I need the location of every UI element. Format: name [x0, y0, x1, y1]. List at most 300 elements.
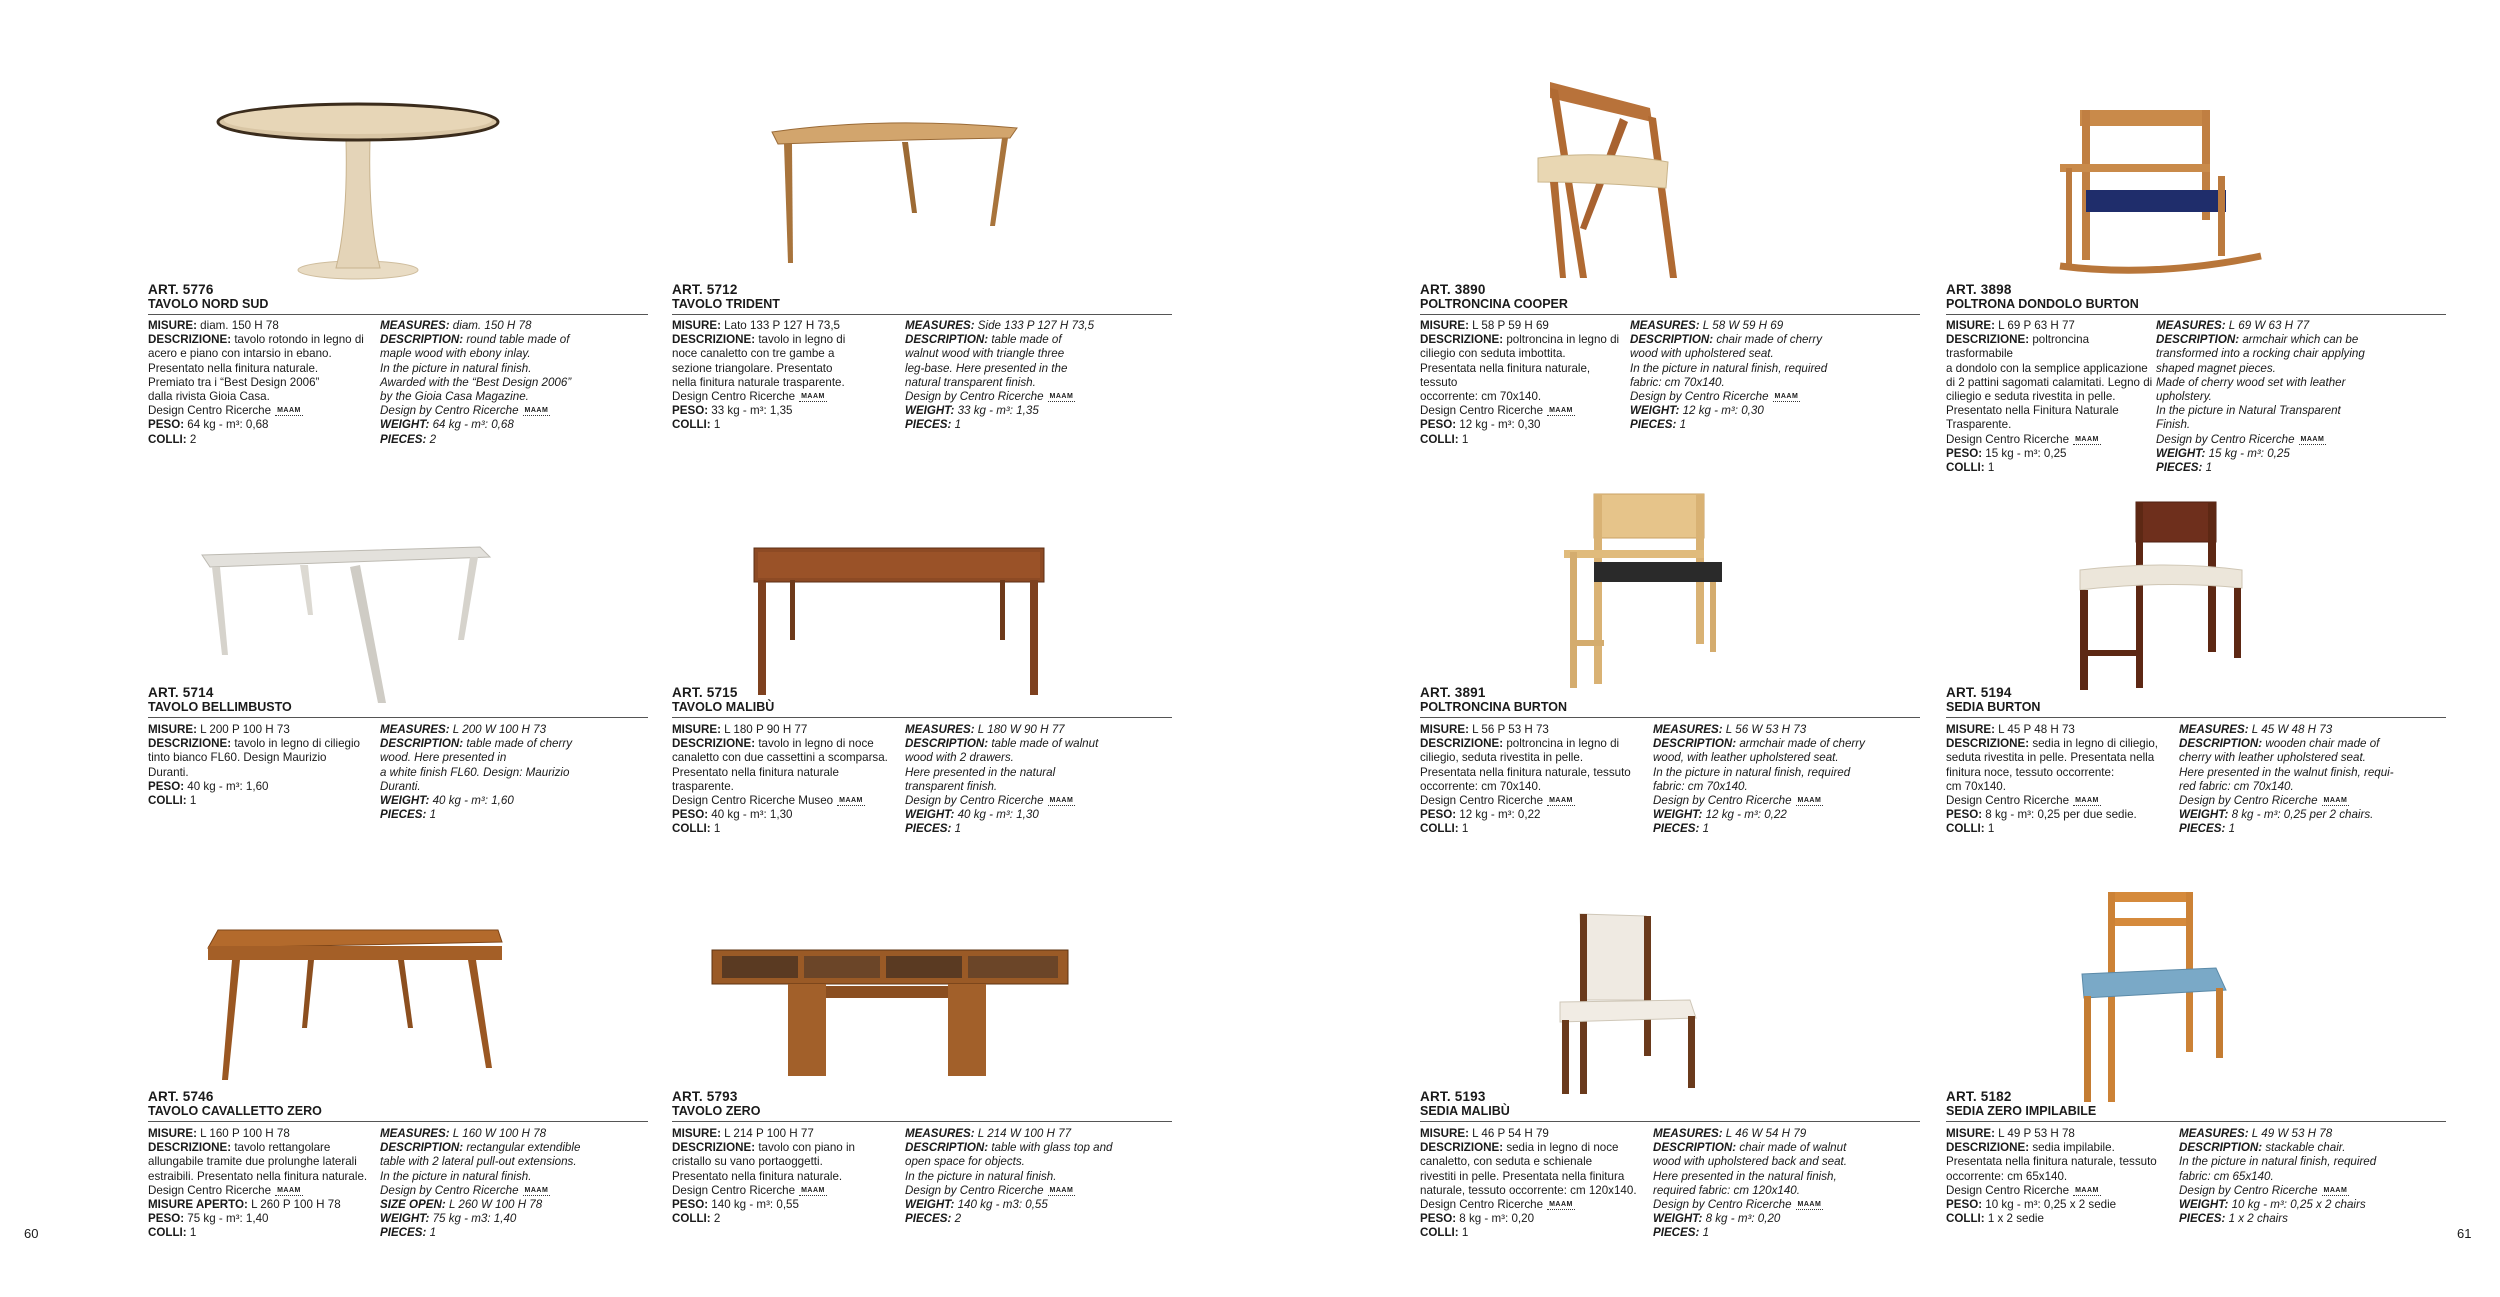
spec-text: leg-base. Here presented in the — [905, 361, 1068, 375]
spec-line — [1420, 794, 1650, 808]
spec-label: DESCRIPTION: — [380, 737, 464, 751]
spec-label: MISURE: — [1946, 1127, 1995, 1140]
spec-line — [672, 418, 902, 432]
description-italian — [1420, 1127, 1650, 1241]
spec-line — [380, 1170, 648, 1184]
spec-line — [1420, 1226, 1650, 1240]
spec-label: PIECES: — [380, 1226, 427, 1240]
spec-text: tavolo in legno di ciliegio — [231, 737, 360, 751]
spec-text: seduta rivestita in pelle. Presentata nella — [1946, 751, 2155, 765]
spec-line — [1653, 1141, 1918, 1155]
spec-label: DESCRIPTION: — [905, 737, 989, 751]
spec-line — [380, 751, 648, 765]
spec-text: poltroncina in legno di — [1503, 737, 1620, 751]
brand-logo: MAAM — [277, 407, 301, 415]
spec-line — [2179, 822, 2446, 836]
product-header — [672, 283, 1172, 315]
spec-line — [905, 794, 1172, 808]
spec-label: DESCRIPTION: — [2156, 333, 2240, 347]
spec-line — [1653, 751, 1918, 765]
spec-line — [1653, 723, 1918, 737]
spec-text: estraibili. Presentato nella finitura naturale. — [148, 1169, 368, 1183]
description-english — [1630, 319, 1915, 433]
spec-text: 1 — [2225, 822, 2236, 836]
spec-line — [148, 1198, 376, 1212]
spec-line — [380, 808, 648, 822]
product-photo-burton-chair — [2066, 498, 2256, 698]
spec-line — [1946, 1155, 2176, 1169]
spec-line — [672, 376, 902, 390]
spec-text: acero e piano con intarsio in ebano. — [148, 347, 332, 361]
spec-text: fabric: cm 70x140. — [1653, 779, 1748, 793]
spec-label: MEASURES: — [2179, 1127, 2249, 1140]
spec-line — [905, 1127, 1172, 1141]
spec-text: 1 — [1458, 1226, 1469, 1240]
spec-text: 75 kg - m3: 1,40 — [429, 1212, 517, 1226]
spec-line — [1653, 794, 1918, 808]
page-number-right: 61 — [2457, 1226, 2472, 1241]
spec-line — [380, 418, 648, 432]
spec-label: MISURE: — [672, 723, 721, 736]
spec-text: table with 2 lateral pull-out extensions. — [380, 1155, 577, 1169]
spec-label: WEIGHT: — [2179, 1198, 2229, 1212]
spec-line — [1653, 1198, 1918, 1212]
spec-text: upholstery. — [2156, 390, 2212, 404]
spec-text: poltroncina in legno di — [1503, 333, 1620, 347]
spec-line — [2156, 418, 2441, 432]
brand-logo: MAAM — [2323, 797, 2348, 805]
spec-line — [1946, 319, 2154, 333]
spec-text: 12 kg - m³: 0,30 — [1456, 418, 1541, 432]
spec-text: 40 kg - m³: 1,30 — [954, 808, 1039, 822]
spec-line — [905, 780, 1172, 794]
product-photo-burton-armchair — [1560, 490, 1740, 690]
product-photo-cooper-armchair — [1520, 78, 1710, 283]
spec-line — [1630, 347, 1915, 361]
spec-label: MISURE: — [672, 1127, 721, 1140]
spec-label: COLLI: — [672, 822, 711, 836]
spec-text: In the picture in natural finish. — [905, 1169, 1057, 1183]
spec-line — [1420, 766, 1650, 780]
divider — [1946, 717, 2446, 718]
product-name: SEDIA BURTON — [1946, 700, 2041, 714]
spec-line — [905, 822, 1172, 836]
brand-logo: MAAM — [1549, 1201, 1573, 1209]
spec-text: 1 — [426, 1226, 437, 1240]
spec-line — [1653, 1170, 1918, 1184]
description-english — [1653, 723, 1918, 837]
spec-text: L 214 P 100 H 77 — [720, 1127, 814, 1140]
spec-line — [1946, 780, 2176, 794]
brand-logo: MAAM — [524, 1186, 549, 1194]
spec-line — [1630, 333, 1915, 347]
spec-text: Presentata nella finitura naturale, tessuto — [1946, 1155, 2157, 1169]
spec-text: tavolo rettangolare — [231, 1141, 331, 1155]
product-code: ART. 3891 — [1420, 685, 1486, 700]
spec-label: PIECES: — [2156, 461, 2203, 475]
spec-text: canaletto, con seduta e schienale — [1420, 1155, 1593, 1169]
spec-label: PIECES: — [1630, 418, 1677, 432]
spec-text: Design Centro Ricerche — [148, 404, 272, 418]
product-photo-malibu-chair — [1550, 910, 1710, 1100]
spec-text: Design Centro Ricerche — [1420, 404, 1544, 418]
spec-label: MISURE: — [1946, 723, 1995, 736]
divider — [672, 314, 1172, 315]
spec-text: wood. Here presented in — [380, 751, 507, 765]
brand-logo: MAAM — [2075, 1186, 2099, 1194]
spec-text: cm 70x140. — [1946, 779, 2006, 793]
spec-line — [905, 766, 1172, 780]
spec-line — [1653, 822, 1918, 836]
spec-line — [2156, 404, 2441, 418]
spec-line — [1946, 1170, 2176, 1184]
spec-line — [905, 362, 1172, 376]
spec-text: Design by Centro Ricerche — [2179, 1183, 2318, 1197]
spec-line — [380, 1226, 648, 1240]
spec-text: sedia impilabile. — [2029, 1141, 2115, 1155]
spec-text: 33 kg - m³: 1,35 — [954, 404, 1039, 418]
spec-line — [1653, 1212, 1918, 1226]
spec-label: DESCRIZIONE: — [672, 1141, 756, 1155]
spec-text: 40 kg - m³: 1,60 — [429, 794, 514, 808]
spec-line — [672, 362, 902, 376]
spec-text: L 200 W 100 H 73 — [449, 723, 547, 736]
spec-line — [380, 390, 648, 404]
product-header — [148, 283, 648, 315]
spec-label: MEASURES: — [1653, 723, 1723, 736]
spec-line — [2156, 376, 2441, 390]
spec-label: PIECES: — [2179, 1212, 2226, 1226]
spec-label: PESO: — [148, 1212, 185, 1226]
spec-line — [1653, 766, 1918, 780]
spec-text: Design Centro Ricerche — [1946, 1183, 2070, 1197]
spec-text: L 56 W 53 H 73 — [1722, 723, 1807, 736]
spec-label: DESCRIZIONE: — [1946, 1141, 2030, 1155]
spec-text: sezione triangolare. Presentato — [672, 361, 833, 375]
spec-label: WEIGHT: — [905, 404, 955, 418]
spec-label: COLLI: — [1420, 822, 1459, 836]
spec-line — [1420, 780, 1650, 794]
spec-text: canaletto con due cassettini a scomparsa. — [672, 751, 888, 765]
spec-line — [1420, 1212, 1650, 1226]
description-italian — [1420, 319, 1628, 447]
spec-line — [2156, 347, 2441, 361]
description-english — [380, 319, 648, 447]
spec-line — [148, 766, 376, 780]
spec-text: Presentato nella Finitura Naturale — [1946, 404, 2119, 418]
spec-text: Here presented in the natural — [905, 765, 1056, 779]
spec-line — [2179, 1212, 2446, 1226]
spec-text: 75 kg - m³: 1,40 — [184, 1212, 269, 1226]
spec-text: Design Centro Ricerche — [1946, 794, 2070, 808]
spec-text: required fabric: cm 120x140. — [1653, 1183, 1800, 1197]
spec-label: MISURE: — [148, 319, 197, 332]
spec-text: chair made of walnut — [1736, 1141, 1847, 1155]
spec-label: MEASURES: — [380, 723, 450, 736]
spec-text: 64 kg - m³: 0,68 — [184, 418, 269, 432]
spec-text: Design by Centro Ricerche — [1653, 794, 1792, 808]
spec-line — [148, 723, 376, 737]
spec-text: L 46 P 54 H 79 — [1468, 1127, 1549, 1140]
spec-label: PESO: — [1420, 418, 1457, 432]
spec-text: 1 x 2 chairs — [2225, 1212, 2288, 1226]
product-header — [1946, 283, 2446, 315]
spec-line — [2156, 447, 2441, 461]
spec-text: occorrente: cm 65x140. — [1946, 1169, 2068, 1183]
spec-text: a dondolo con la semplice applicazione — [1946, 361, 2148, 375]
spec-label: PIECES: — [1653, 822, 1700, 836]
spec-line — [148, 433, 376, 447]
spec-text: 12 kg - m³: 0,22 — [1456, 808, 1541, 822]
divider — [148, 717, 648, 718]
brand-logo: MAAM — [1797, 1201, 1822, 1209]
spec-line — [1420, 347, 1628, 361]
spec-label: PESO: — [1946, 808, 1983, 822]
spec-label: MISURE: — [148, 723, 197, 736]
spec-label: DESCRIZIONE: — [672, 737, 756, 751]
spec-text: rectangular extendible — [463, 1141, 581, 1155]
spec-text: ciliegio con seduta imbottita. — [1420, 347, 1566, 361]
spec-text: In the picture in Natural Transparent — [2156, 404, 2341, 418]
spec-line — [1630, 376, 1915, 390]
description-english — [2179, 723, 2446, 837]
spec-text: red fabric: cm 70x140. — [2179, 779, 2294, 793]
spec-line — [2156, 390, 2441, 404]
brand-logo: MAAM — [524, 407, 549, 415]
spec-text: L 45 P 48 H 73 — [1994, 723, 2075, 736]
spec-line — [148, 1141, 376, 1155]
spec-line — [1946, 794, 2176, 808]
spec-line — [1420, 1155, 1650, 1169]
spec-line — [672, 390, 902, 404]
spec-line — [2179, 1198, 2446, 1212]
spec-label: WEIGHT: — [2156, 446, 2206, 460]
product-name: TAVOLO TRIDENT — [672, 297, 780, 311]
spec-text: In the picture in natural finish. — [380, 361, 532, 375]
spec-line — [1946, 766, 2176, 780]
spec-line — [1653, 780, 1918, 794]
product-code: ART. 5793 — [672, 1089, 738, 1104]
spec-line — [380, 333, 648, 347]
spec-label: MISURE: — [1946, 319, 1995, 332]
spec-line — [1420, 1127, 1650, 1141]
product-photo-zero-stackable-chair — [2076, 888, 2236, 1108]
spec-text: 10 kg - m³: 0,25 x 2 chairs — [2228, 1198, 2366, 1212]
spec-line — [148, 390, 376, 404]
product-header — [148, 1090, 648, 1122]
spec-text: wood with 2 drawers. — [905, 751, 1014, 765]
spec-label: COLLI: — [1946, 822, 1985, 836]
description-italian — [148, 319, 376, 447]
spec-label: COLLI: — [672, 1212, 711, 1226]
spec-text: 1 — [951, 822, 962, 836]
product-name: TAVOLO CAVALLETTO ZERO — [148, 1104, 322, 1118]
spec-text: stackable chair. — [2262, 1141, 2346, 1155]
spec-label: WEIGHT: — [380, 794, 430, 808]
spec-line — [1946, 461, 2154, 475]
spec-line — [672, 794, 902, 808]
spec-line — [1946, 1127, 2176, 1141]
brand-logo: MAAM — [2300, 435, 2325, 443]
spec-line — [905, 1141, 1172, 1155]
spec-text: diam. 150 H 78 — [196, 319, 279, 332]
spec-text: tavolo in legno di — [755, 333, 846, 347]
brand-logo: MAAM — [1774, 393, 1799, 401]
spec-line — [1946, 1184, 2176, 1198]
spec-line — [2156, 433, 2441, 447]
spec-line — [148, 737, 376, 751]
spec-text: 1 — [1984, 461, 1995, 475]
spec-line — [672, 723, 902, 737]
product-header — [1420, 686, 1920, 718]
spec-line — [2179, 1170, 2446, 1184]
spec-text: wood, with leather upholstered seat. — [1653, 751, 1839, 765]
divider — [1946, 1121, 2446, 1122]
spec-line — [1420, 319, 1628, 333]
spec-line — [148, 1184, 376, 1198]
spec-line — [1630, 418, 1915, 432]
spec-label: DESCRIZIONE: — [1420, 737, 1504, 751]
spec-line — [148, 376, 376, 390]
spec-text: tavolo in legno di noce — [755, 737, 874, 751]
spec-line — [672, 347, 902, 361]
spec-text: 1 — [1699, 1226, 1710, 1240]
brand-logo: MAAM — [1549, 407, 1573, 415]
spec-text: shaped magnet pieces. — [2156, 361, 2276, 375]
spec-line — [380, 766, 648, 780]
spec-label: PIECES: — [380, 808, 427, 822]
spec-text: 2 — [710, 1212, 721, 1226]
spec-line — [380, 794, 648, 808]
spec-line — [1653, 1184, 1918, 1198]
spec-text: 8 kg - m³: 0,25 per 2 chairs. — [2228, 808, 2374, 822]
spec-label: COLLI: — [148, 432, 187, 446]
spec-text: 64 kg - m³: 0,68 — [429, 418, 514, 432]
spec-text: Lato 133 P 127 H 73,5 — [720, 319, 840, 332]
spec-text: L 260 P 100 H 78 — [247, 1198, 341, 1212]
description-italian — [148, 1127, 376, 1241]
description-italian — [1946, 723, 2176, 837]
brand-logo: MAAM — [801, 393, 825, 401]
spec-line — [1420, 723, 1650, 737]
product-name: POLTRONCINA COOPER — [1420, 297, 1568, 311]
product-code: ART. 5746 — [148, 1089, 214, 1104]
spec-line — [1420, 1170, 1650, 1184]
divider — [1420, 1121, 1920, 1122]
spec-text: maple wood with ebony inlay. — [380, 347, 531, 361]
spec-text: Presentato nella finitura naturale. — [148, 361, 319, 375]
spec-line — [148, 1155, 376, 1169]
spec-line — [380, 1127, 648, 1141]
spec-text: Presentata nella finitura naturale, tessuto — [1420, 765, 1631, 779]
spec-line — [1946, 822, 2176, 836]
spec-text: walnut wood with triangle three — [905, 347, 1065, 361]
spec-text: Design Centro Ricerche — [672, 1183, 796, 1197]
spec-line — [1420, 808, 1650, 822]
spec-line — [1946, 751, 2176, 765]
page-number-left: 60 — [24, 1226, 39, 1241]
spec-text: table made of cherry — [463, 737, 573, 751]
spec-label: COLLI: — [148, 1226, 187, 1240]
divider — [148, 314, 648, 315]
spec-text: In the picture in natural finish, required — [2179, 1155, 2377, 1169]
spec-text: nella finitura naturale trasparente. — [672, 375, 845, 389]
spec-text: Design by Centro Ricerche — [380, 1183, 519, 1197]
spec-text: 1 — [1458, 822, 1469, 836]
spec-line — [672, 1170, 902, 1184]
spec-label: MISURE APERTO: — [148, 1198, 248, 1212]
spec-line — [380, 376, 648, 390]
brand-logo: MAAM — [1549, 797, 1573, 805]
spec-text: Design by Centro Ricerche — [905, 1183, 1044, 1197]
spec-line — [1946, 737, 2176, 751]
description-english — [380, 723, 648, 822]
spec-text: tavolo rotondo in legno di — [231, 333, 364, 347]
product-name: SEDIA ZERO IMPILABILE — [1946, 1104, 2097, 1118]
spec-line — [380, 1155, 648, 1169]
spec-label: PESO: — [672, 808, 709, 822]
spec-line — [1420, 418, 1628, 432]
product-photo-round-table — [208, 100, 508, 280]
spec-text: armchair made of cherry — [1736, 737, 1865, 751]
spec-text: 1 — [1458, 432, 1469, 446]
spec-text: Design by Centro Ricerche — [380, 404, 519, 418]
spec-text: L 200 P 100 H 73 — [196, 723, 290, 736]
spec-label: MEASURES: — [380, 1127, 450, 1140]
spec-label: MISURE: — [1420, 319, 1469, 332]
spec-line — [905, 723, 1172, 737]
spec-text: In the picture in natural finish. — [380, 1169, 532, 1183]
spec-line — [1630, 404, 1915, 418]
description-english — [2156, 319, 2441, 475]
spec-line — [672, 780, 902, 794]
spec-line — [148, 347, 376, 361]
spec-text: 2 — [426, 432, 437, 446]
spec-line — [672, 808, 902, 822]
spec-line — [905, 376, 1172, 390]
spec-text: transformed into a rocking chair applying — [2156, 347, 2365, 361]
spec-text: 1 — [2202, 461, 2213, 475]
spec-text: 33 kg - m³: 1,35 — [708, 404, 793, 418]
spec-line — [148, 794, 376, 808]
product-name: TAVOLO BELLIMBUSTO — [148, 700, 292, 714]
spec-text: by the Gioia Casa Magazine. — [380, 390, 529, 404]
spec-text: L 49 W 53 H 78 — [2248, 1127, 2333, 1140]
spec-line — [148, 780, 376, 794]
spec-line — [1946, 447, 2154, 461]
spec-text: Duranti. — [148, 765, 189, 779]
spec-line — [1420, 362, 1628, 390]
spec-line — [1420, 737, 1650, 751]
product-photo-zero-table — [708, 950, 1078, 1080]
spec-line — [672, 1184, 902, 1198]
spec-line — [148, 1170, 376, 1184]
spec-text: wood with upholstered back and seat. — [1653, 1155, 1847, 1169]
spec-label: DESCRIZIONE: — [1420, 333, 1504, 347]
spec-line — [672, 766, 902, 780]
spec-line — [905, 1170, 1172, 1184]
spec-text: rivestiti in pelle. Presentata nella finitura — [1420, 1169, 1625, 1183]
spec-label: WEIGHT: — [380, 1212, 430, 1226]
spec-label: SIZE OPEN: — [380, 1198, 446, 1212]
spec-label: MEASURES: — [905, 723, 975, 736]
spec-label: COLLI: — [672, 418, 711, 432]
spec-text: 40 kg - m³: 1,60 — [184, 779, 269, 793]
description-italian — [672, 723, 902, 837]
spec-text: Side 133 P 127 H 73,5 — [974, 319, 1095, 332]
spec-text: L 214 W 100 H 77 — [974, 1127, 1072, 1140]
spec-text: Here presented in the walnut finish, requi- — [2179, 765, 2394, 779]
